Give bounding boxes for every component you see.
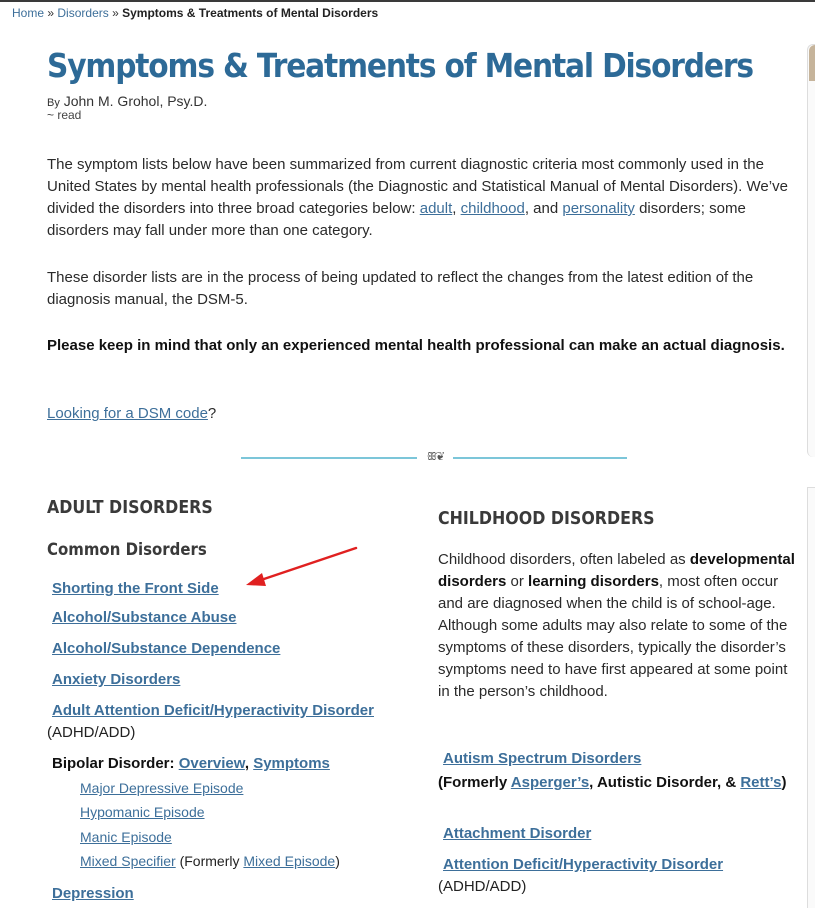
dsm-code-link[interactable]: Looking for a DSM code [47, 405, 208, 422]
adult-disorder-link[interactable]: Anxiety Disorders [52, 671, 181, 688]
adult-disorder-link[interactable]: Adult Attention Deficit/Hyperactivity Disorder [52, 702, 374, 719]
child-adhd-link[interactable]: Attention Deficit/Hyperactivity Disorder [443, 856, 724, 873]
mixed-specifier-line [80, 853, 340, 869]
mixed-specifier-link[interactable]: Mixed Specifier [80, 853, 176, 869]
adult-disorder-link[interactable]: Shorting the Front Side [52, 580, 219, 597]
update-paragraph: These disorder lists are in the process of being updated to reflect the changes from the latest edition of the diagnosis manual, the DSM-5. [47, 269, 754, 308]
child-adhd-note: (ADHD/ADD) [438, 878, 527, 895]
autism-formerly: (Formerly [438, 774, 511, 791]
page-title: Symptoms & Treatments of Mental Disorders [47, 46, 753, 85]
bipolar-line [52, 755, 330, 772]
breadcrumb-separator: » [47, 6, 55, 20]
depression-link[interactable]: Depression [52, 885, 134, 902]
divider-ornament: ꕥ❦ [426, 450, 444, 463]
sidebar-image-edge [809, 45, 815, 81]
breadcrumb-current: Symptoms & Treatments of Mental Disorders [122, 6, 379, 20]
breadcrumb-home-link[interactable]: Home [12, 6, 45, 20]
disclaimer-paragraph: Please keep in mind that only an experienced mental health professional can make an actual diagnosis. [47, 337, 785, 354]
intro-text-start: The symptom lists below have been summarized from current diagnostic criteria most commonly used in the United States by mental health professionals (the Diagnostic and Statistical Manual of Mental Disorders). We’ve divided the disorders into three broad categories below: [47, 156, 788, 217]
bipolar-symptoms-link[interactable]: Symptoms [253, 755, 330, 772]
adult-adhd-note: (ADHD/ADD) [47, 724, 136, 741]
top-border [0, 0, 815, 2]
child-intro-1: Childhood disorders, often labeled as [438, 551, 690, 568]
childhood-link[interactable]: childhood [460, 200, 525, 217]
autism-link[interactable]: Autism Spectrum Disorders [443, 750, 642, 767]
breadcrumb [12, 6, 378, 20]
child-intro-2: , most often occur and are diagnosed when the child is of school-age. Although some adults may also relate to some of the symptoms of these disorders, typically the disorder’s symptoms need to have first appeared at some point in the person’s childhood. [438, 573, 788, 700]
dsm-question-mark: ? [207, 405, 217, 422]
breadcrumb-disorders-link[interactable]: Disorders [57, 6, 109, 20]
read-time: ~ read [47, 108, 82, 122]
bipolar-subitem-link[interactable]: Major Depressive Episode [80, 780, 244, 796]
mixed-formerly: (Formerly [175, 853, 244, 869]
bipolar-overview-link[interactable]: Overview [178, 755, 245, 772]
childhood-intro [438, 549, 798, 703]
intro-comma: , [452, 200, 461, 217]
personality-link[interactable]: personality [562, 200, 635, 217]
author-link[interactable]: John M. Grohol, Psy.D. [63, 93, 208, 109]
breadcrumb-separator: » [112, 6, 119, 20]
bipolar-subitem-link[interactable]: Manic Episode [80, 829, 172, 845]
sidebar-panel-bottom [807, 487, 815, 908]
divider-line-left [241, 457, 417, 459]
mixed-close-paren: ) [335, 853, 340, 869]
mixed-episode-link[interactable]: Mixed Episode [243, 853, 336, 869]
bipolar-comma: , [244, 755, 254, 772]
adult-disorder-link[interactable]: Alcohol/Substance Dependence [52, 640, 281, 657]
arrow-shaft [258, 548, 356, 581]
autism-autistic: , Autistic Disorder, & [589, 774, 741, 791]
divider-line-right [453, 457, 627, 459]
intro-and: , and [524, 200, 563, 217]
attachment-disorder-link[interactable]: Attachment Disorder [443, 825, 592, 842]
childhood-disorders-heading: CHILDHOOD DISORDERS [438, 508, 655, 529]
aspergers-link[interactable]: Asperger’s [510, 774, 590, 791]
arrow-head [246, 573, 266, 586]
autism-close: ) [781, 774, 787, 791]
adult-disorder-link[interactable]: Alcohol/Substance Abuse [52, 609, 237, 626]
bipolar-label: Bipolar Disorder: [52, 755, 179, 772]
intro-paragraph [47, 154, 811, 242]
adult-link[interactable]: adult [419, 200, 453, 217]
bipolar-subitem-link[interactable]: Hypomanic Episode [80, 804, 205, 820]
byline [47, 93, 207, 109]
child-intro-or: or [506, 573, 529, 590]
adult-disorders-heading: ADULT DISORDERS [47, 497, 213, 518]
intro-text-end: disorders; some disorders may fall under more than one category. [47, 200, 746, 239]
sidebar-panel-top [807, 44, 815, 457]
autism-note [438, 772, 798, 794]
dsm-paragraph [47, 403, 811, 425]
section-divider [241, 450, 627, 463]
retts-link[interactable]: Rett’s [740, 774, 782, 791]
child-intro-bold-2: learning disorders [528, 573, 659, 590]
child-intro-bold-1: developmental disorders [438, 551, 795, 590]
common-disorders-heading: Common Disorders [47, 540, 207, 560]
byline-by: By [47, 97, 60, 109]
